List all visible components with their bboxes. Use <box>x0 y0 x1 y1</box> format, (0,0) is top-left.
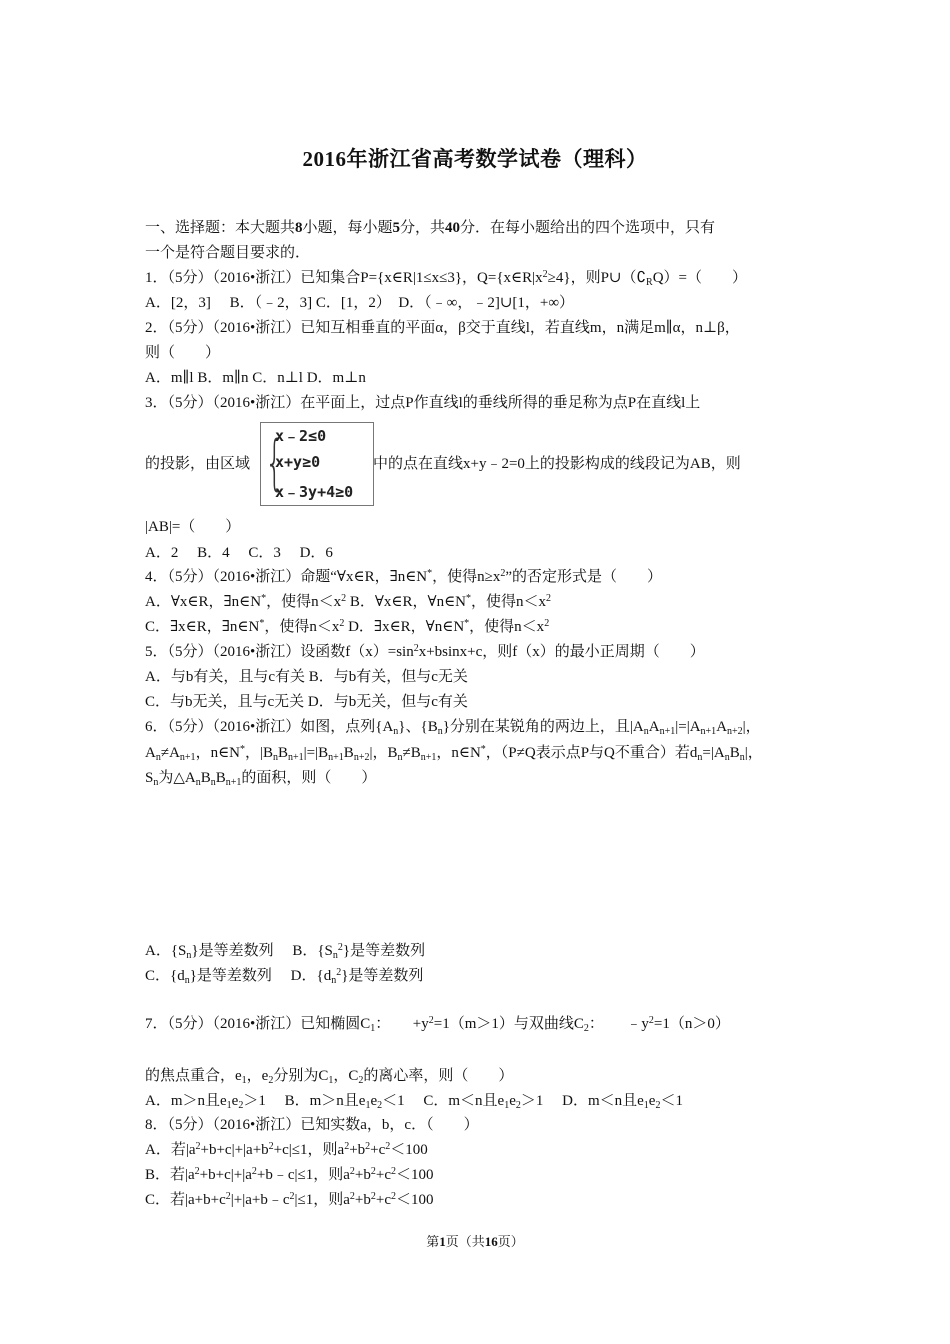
q2-options: A．m∥l B．m∥n C．n⊥l D．m⊥n <box>145 370 366 386</box>
q3-stem-line2-pre: 的投影，由区域 <box>145 456 251 472</box>
page-footer: 第1页（共16页） <box>426 1234 524 1249</box>
q3-inequality-system-image <box>260 422 374 506</box>
q7-options: A．m＞n且$e_1e_2>1$ B．m＞n且$e_1e_2<1$ C．m＜n且$e_1e_2>1$ D．m＜n且$e_1e_2<1$ <box>145 1093 683 1111</box>
q6-options-line2: C．$\{d_n\}$是等差数列 D．$\{d_n^2\}$是等差数列 <box>145 967 424 986</box>
q4-options-line2: C．∃x∈R，∃n∈N*，使得$n<x^2$ D．∃x∈R，∀n∈N*，使得$n<x^2$ <box>145 618 550 635</box>
q5-options-line1: A．与b有关，且与c有关 B．与b有关，但与c无关 <box>145 669 468 685</box>
section-intro-line2: 一个是符合题目要求的． <box>145 245 311 261</box>
brace-icon: { <box>265 428 285 498</box>
q1-options: A．[2，3] B．（﹣2，3] C．[1，2） D．（﹣∞，﹣2]∪[1，+∞） <box>145 295 575 311</box>
q8-option-a: A．若$|a^2+b+c|+|a+b^2+c|\le 1$，则$a^2+b^2+c^2<100$ <box>145 1141 428 1158</box>
q2-stem-line2: 则（ ） <box>145 345 221 361</box>
q6-stem-line3: $S_n$为$\triangle A_nB_nB_{n+1}$的面积，则（ ） <box>145 770 377 788</box>
page-title: 2016年浙江省高考数学试卷（理科） <box>302 147 648 171</box>
q4-stem: 4．（5分）（2016•浙江）命题“∀x∈R，∃n∈N*，使得$n\ge x^2$”的否定形式是（ ） <box>145 568 663 585</box>
q3-stem-line1: 3．（5分）（2016•浙江）在平面上，过点P作直线l的垂线所得的垂足称为点P在直线l上 <box>145 395 701 411</box>
q5-options-line2: C．与b无关，且与c无关 D．与b无关，但与c有关 <box>145 694 468 710</box>
q3-inequality-2: x+y≥0 <box>275 453 321 471</box>
q8-option-c: C．若$|a+b+c^2|+|a+b﹣c^2|\le 1$，则$a^2+b^2+c^2<100$ <box>145 1191 434 1208</box>
section-intro-line1: 一、选择题：本大题共8小题，每小题5分，共40分．在每小题给出的四个选项中，只有 <box>145 220 716 236</box>
q1-stem: 1．（5分）（2016•浙江）已知集合P={x∈R|1≤x≤3}，$Q=\{x\in R|x^2\ge 4\}$，则$P\cup(∁_RQ)=$（ ） <box>145 269 747 288</box>
q6-stem-line1: 6．（5分）（2016•浙江）如图，点列$\{A_n\}$、$\{B_n\}$分别在某锐角的两边上，且$|A_nA_{n+1}|=|A_{n+1}A_{n+2}|$， <box>145 719 761 737</box>
q6-stem-line2: $A_n\ne A_{n+1}$，n∈N*，$|B_nB_{n+1}|=|B_{n+1}B_{n+2}|$，$B_n\ne B_{n+1}$，n∈N*，（P≠Q表示点P与Q不重合）若$d_n=|A_nB_n|$， <box>145 744 763 763</box>
q3-stem-line3: |AB|=（ ） <box>145 519 241 535</box>
q7-stem-line2: 的焦点重合，$e_1$，$e_2$分别为$C_1$，$C_2$的离心率，则（ ） <box>145 1068 514 1086</box>
q6-options-line1: A．$\{S_n\}$是等差数列 B．$\{S_n^2\}$是等差数列 <box>145 942 426 961</box>
q5-stem: 5．（5分）（2016•浙江）设函数$f(x)=\sin^2x+bsinx+c$，则f（x）的最小正周期（ ） <box>145 643 705 660</box>
q3-options: A．2 B．4 C．3 D．6 <box>145 545 333 561</box>
q4-options-line1: A．∀x∈R，∃n∈N*，使得$n<x^2$ B．∀x∈R，∀n∈N*，使得$n<x^2$ <box>145 593 552 610</box>
q3-stem-line2-post: 中的点在直线x+y﹣2=0上的投影构成的线段记为AB，则 <box>373 456 741 472</box>
q7-stem-line1: 7．（5分）（2016•浙江）已知椭圆$C_1$： $+y^2=1(m>1)$与双曲线$C_2$： $﹣y^2=1(n>0)$ <box>145 1015 730 1034</box>
q8-stem: 8．（5分）（2016•浙江）已知实数a，b，c．（ ） <box>145 1117 479 1133</box>
q3-inequality-1: x﹣2≤0 <box>275 427 327 445</box>
q8-option-b: B．若$|a^2+b+c|+|a^2+b﹣c|\le 1$，则$a^2+b^2+c^2<100$ <box>145 1166 434 1183</box>
q3-inequality-3: x﹣3y+4≥0 <box>275 483 354 501</box>
q2-stem-line1: 2．（5分）（2016•浙江）已知互相垂直的平面α，β交于直线l，若直线m，n满足m∥α，n⊥β， <box>145 320 740 336</box>
